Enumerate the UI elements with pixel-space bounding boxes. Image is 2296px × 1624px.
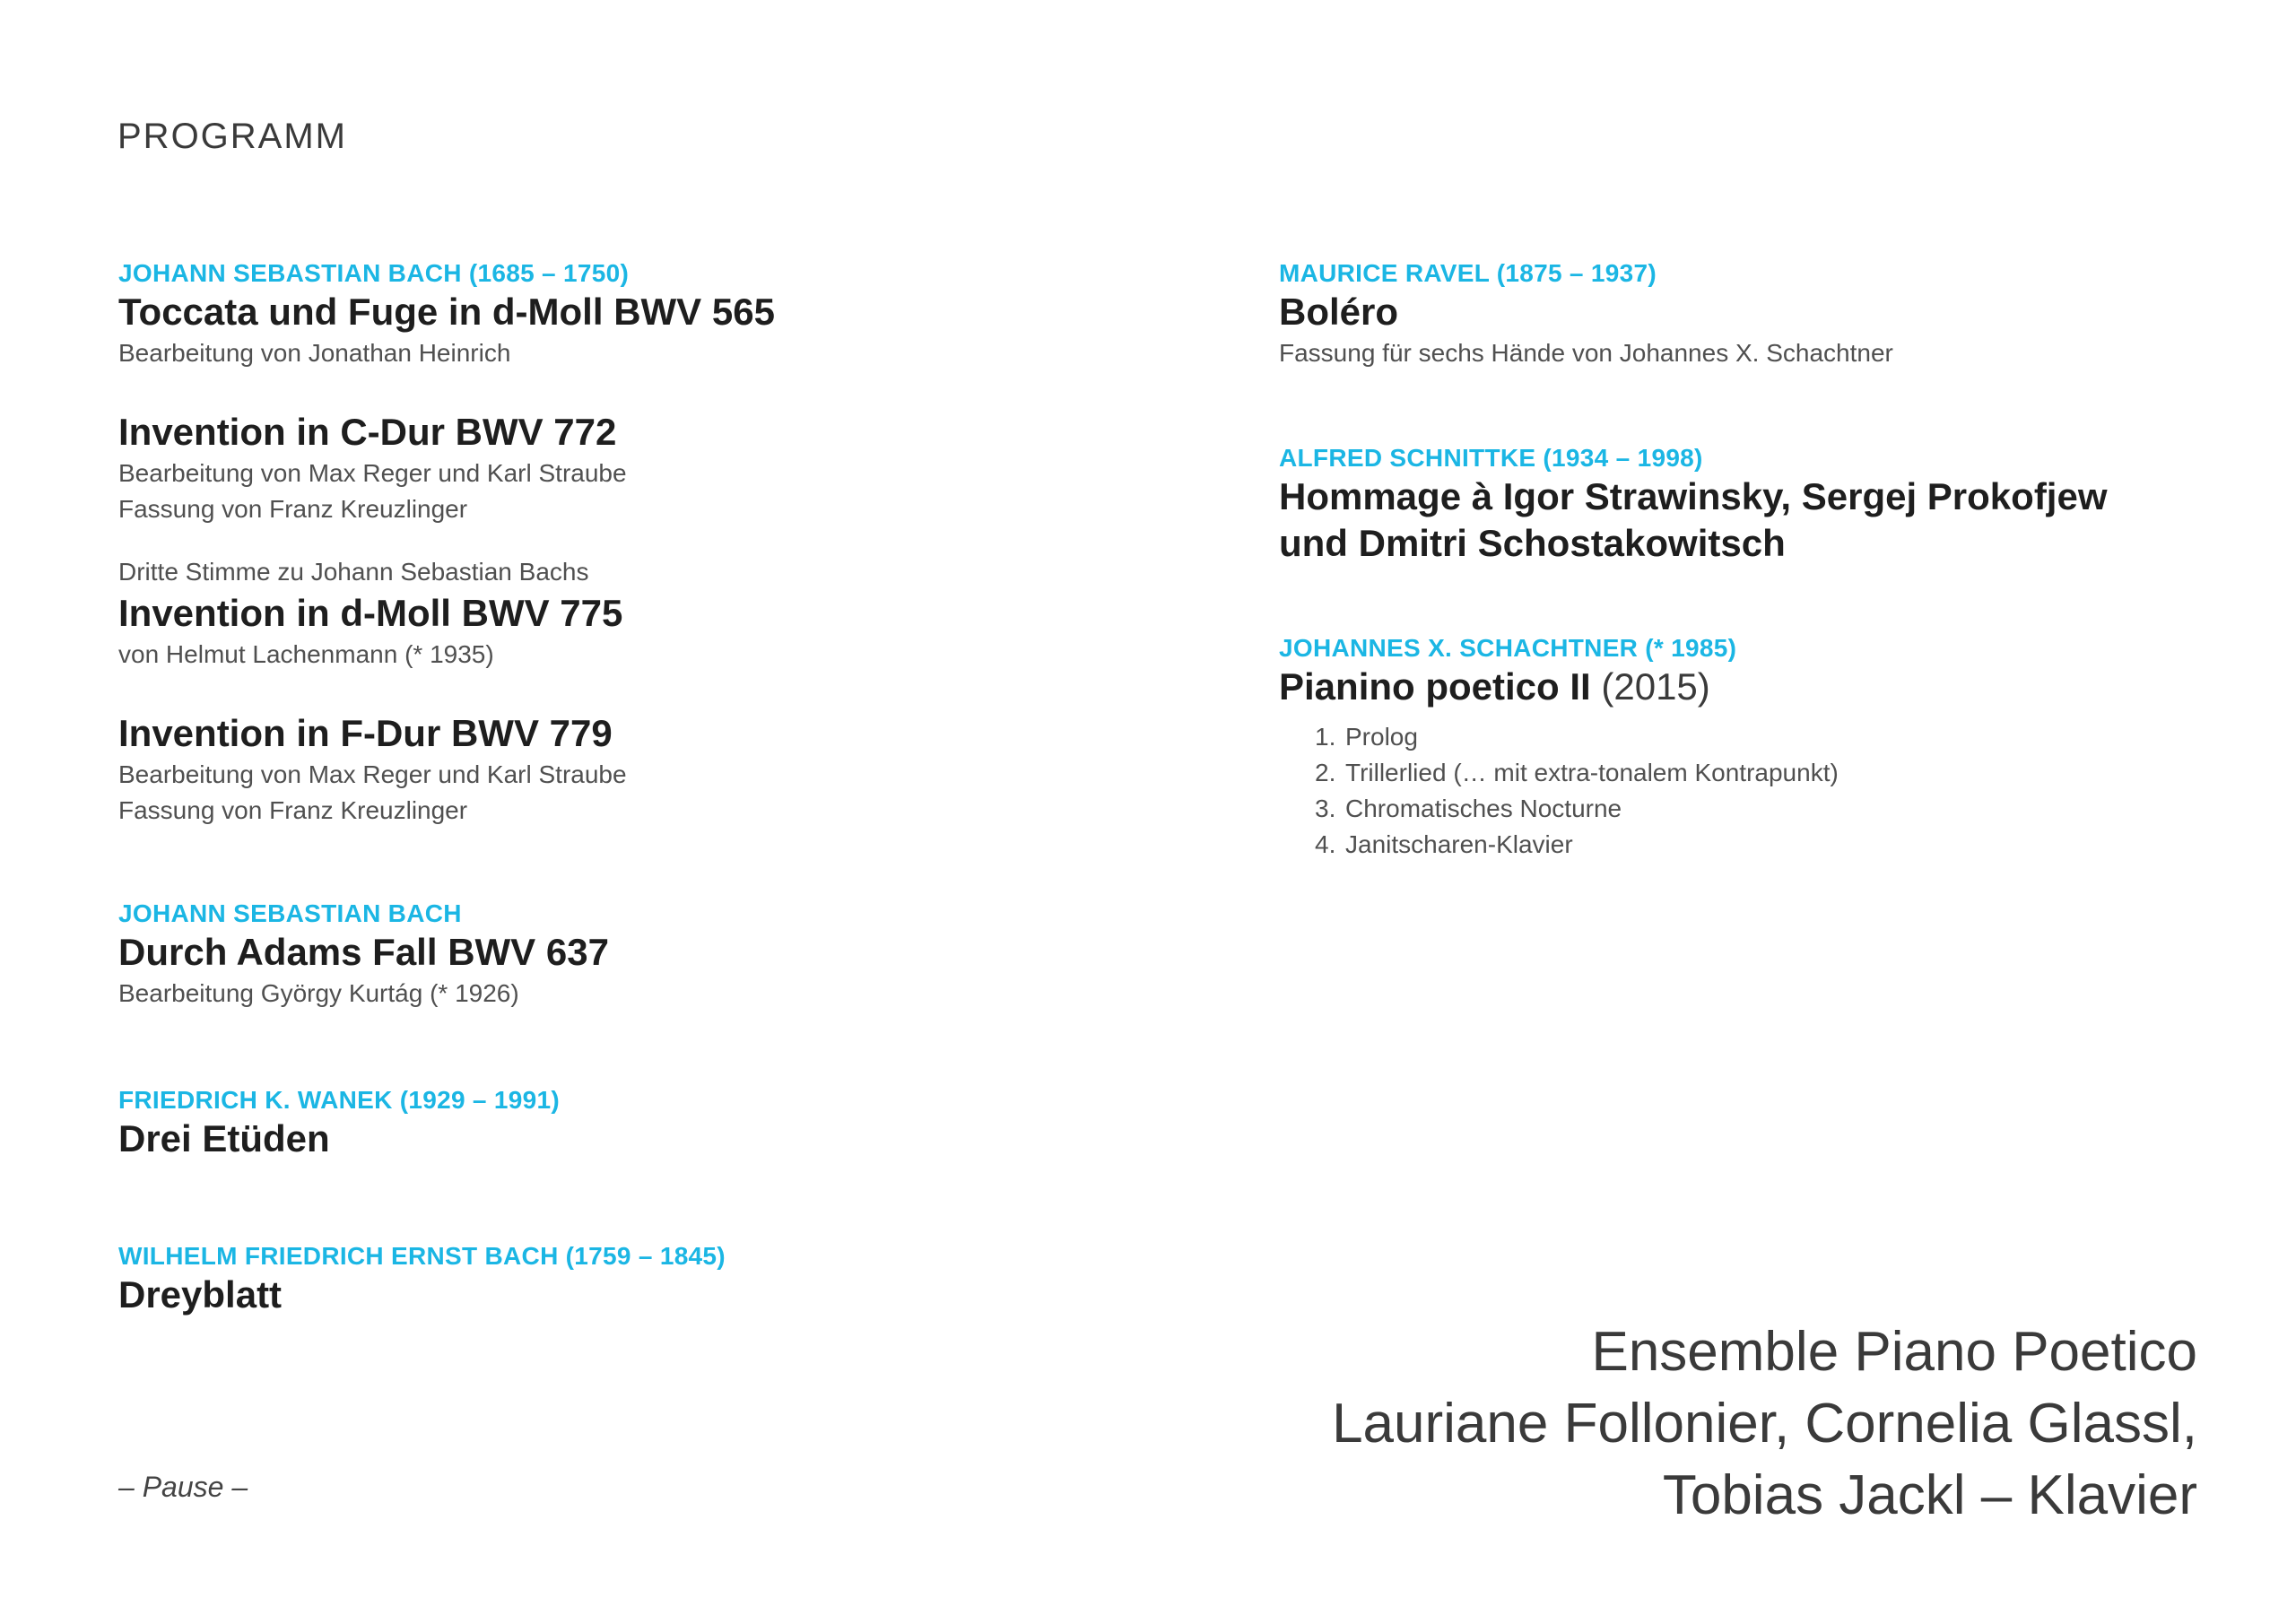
- composer-name: WILHELM FRIEDRICH ERNST BACH (1759 – 1845): [118, 1242, 726, 1270]
- movement-number: 2.: [1315, 759, 1336, 786]
- program-item-pianino-poetico: [1279, 633, 2266, 863]
- program-item-toccata: [118, 258, 1195, 371]
- work-title: Hommage à Igor Strawinsky, Sergej Prokofjew: [1279, 475, 2108, 517]
- work-title-continued: und Dmitri Schostakowitsch: [1279, 522, 1786, 564]
- work-title: Invention in F-Dur BWV 779: [118, 712, 613, 754]
- movement-title: Prolog: [1345, 723, 1418, 751]
- work-note: Bearbeitung von Max Reger und Karl Straube: [118, 459, 627, 487]
- work-note: von Helmut Lachenmann (* 1935): [118, 640, 494, 668]
- performer-names-instrument: Tobias Jackl – Klavier: [1662, 1464, 2197, 1526]
- performer-names: Lauriane Follonier, Cornelia Glassl,: [1332, 1393, 2197, 1455]
- movement-title: Trillerlied (… mit extra-tonalem Kontrapunkt): [1345, 759, 1839, 786]
- work-note: Fassung von Franz Kreuzlinger: [118, 495, 468, 523]
- work-year: (2015): [1601, 665, 1710, 708]
- program-item-invention-779: [118, 710, 1195, 829]
- work-preface: Dritte Stimme zu Johann Sebastian Bachs: [118, 558, 589, 586]
- work-note: Bearbeitung György Kurtág (* 1926): [118, 979, 519, 1007]
- composer-name: ALFRED SCHNITTKE (1934 – 1998): [1279, 444, 1703, 472]
- page-title: PROGRAMM: [117, 117, 347, 156]
- program-item-dreyblatt: [118, 1241, 1195, 1318]
- list-item: [1315, 755, 2266, 791]
- work-note: Fassung für sechs Hände von Johannes X. Schachtner: [1279, 339, 1893, 367]
- movement-title: Janitscharen-Klavier: [1345, 830, 1573, 858]
- intermission-label: – Pause –: [118, 1471, 248, 1503]
- program-item-invention-775: [118, 554, 1195, 673]
- program-left-column: [118, 258, 1195, 1318]
- work-note: Fassung von Franz Kreuzlinger: [118, 796, 468, 824]
- ensemble-credits: [1332, 1316, 2197, 1532]
- work-note: Bearbeitung von Max Reger und Karl Straube: [118, 760, 627, 788]
- program-item-hommage: [1279, 443, 2266, 567]
- program-right-column: [1279, 258, 2266, 863]
- movement-list: [1279, 719, 2266, 863]
- list-item: [1315, 719, 2266, 755]
- work-title: Invention in d-Moll BWV 775: [118, 592, 623, 634]
- composer-name: JOHANN SEBASTIAN BACH (1685 – 1750): [118, 259, 630, 287]
- movement-number: 3.: [1315, 795, 1336, 822]
- composer-name: FRIEDRICH K. WANEK (1929 – 1991): [118, 1086, 560, 1114]
- work-title: Drei Etüden: [118, 1117, 330, 1159]
- movement-number: 1.: [1315, 723, 1336, 751]
- movement-number: 4.: [1315, 830, 1336, 858]
- work-title-line: [1279, 664, 2266, 710]
- program-item-drei-etueden: [118, 1085, 1195, 1162]
- work-title: Durch Adams Fall BWV 637: [118, 931, 609, 973]
- composer-name: JOHANNES X. SCHACHTNER (* 1985): [1279, 634, 1737, 662]
- movement-title: Chromatisches Nocturne: [1345, 795, 1622, 822]
- list-item: [1315, 791, 2266, 827]
- composer-name: MAURICE RAVEL (1875 – 1937): [1279, 259, 1657, 287]
- program-item-bolero: [1279, 258, 2266, 371]
- list-item: [1315, 827, 2266, 863]
- work-title: Pianino poetico II: [1279, 665, 1591, 708]
- program-item-invention-772: [118, 409, 1195, 527]
- composer-name: JOHANN SEBASTIAN BACH: [118, 899, 462, 927]
- work-title: Invention in C-Dur BWV 772: [118, 411, 617, 453]
- work-title: Dreyblatt: [118, 1273, 283, 1316]
- work-note: Bearbeitung von Jonathan Heinrich: [118, 339, 511, 367]
- program-item-adams-fall: [118, 899, 1195, 1012]
- work-title: Boléro: [1279, 291, 1399, 333]
- work-title: Toccata und Fuge in d-Moll BWV 565: [118, 291, 775, 333]
- ensemble-name: Ensemble Piano Poetico: [1591, 1321, 2197, 1383]
